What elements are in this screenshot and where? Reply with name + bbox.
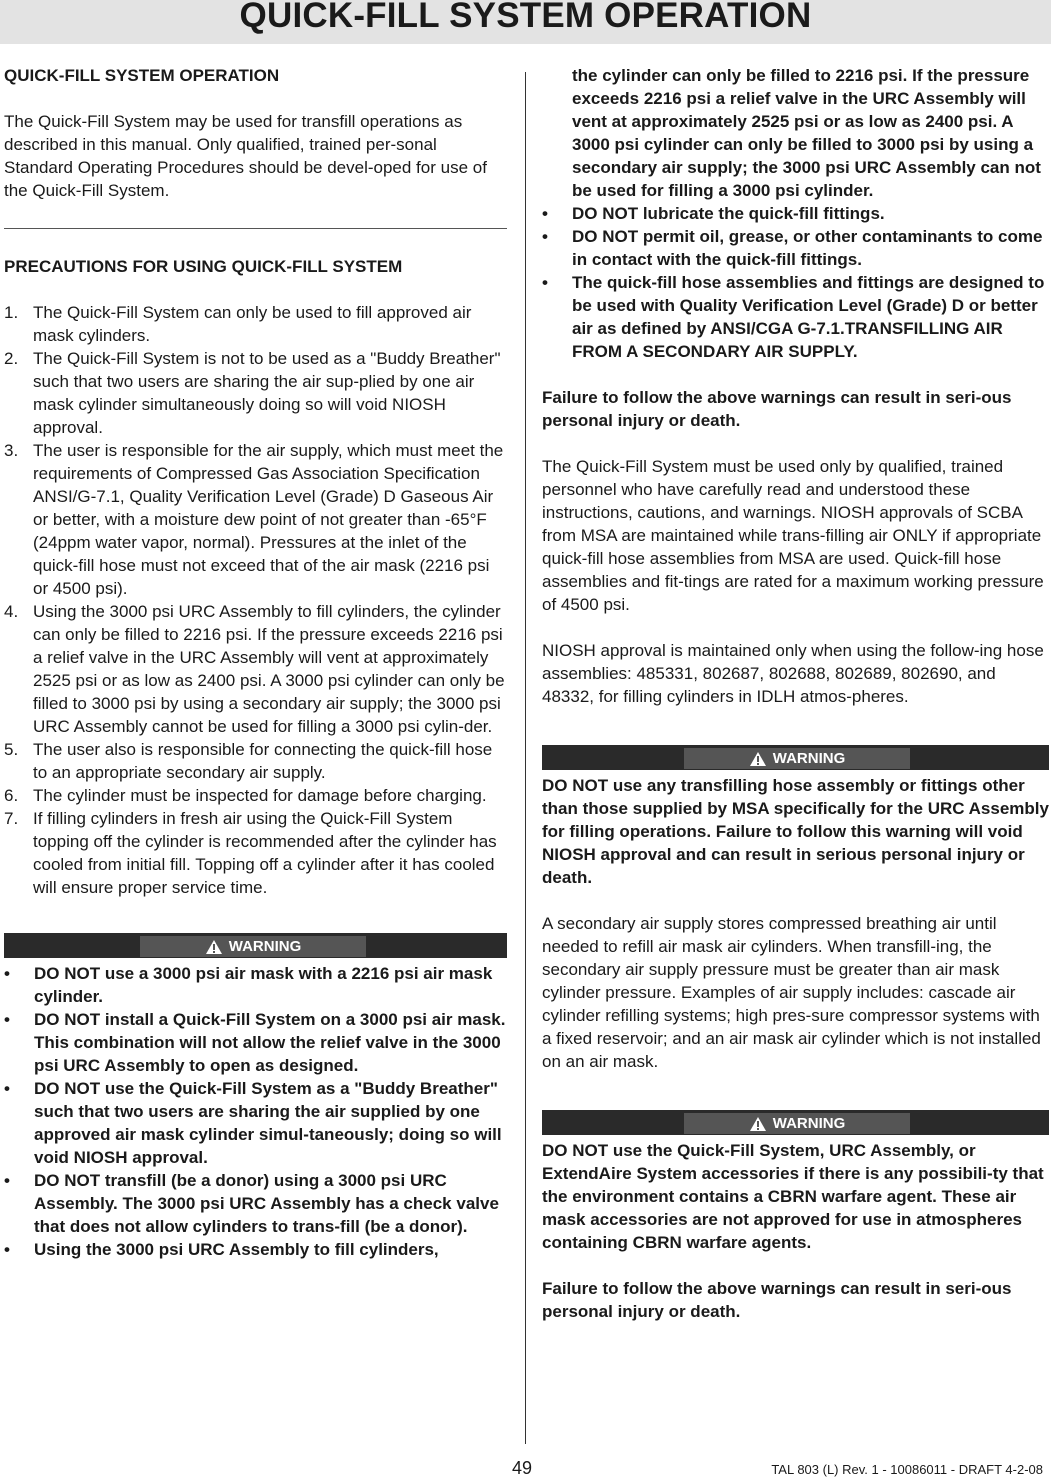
warning-label: WARNING bbox=[228, 938, 302, 955]
item-text: The quick-fill hose assemblies and fittings are designed to be used with Quality Verification Level (Grade) D or better air as defined by ANSI/CGA G-7.1.TRANSFILLING AIR FROM A SECONDARY AIR SUPPLY. bbox=[572, 273, 1045, 361]
item-text: DO NOT transfill (be a donor) using a 3000 psi URC Assembly. The 3000 psi URC Assembly has a check valve that does not allow cylinders to trans-fill (be a donor). bbox=[34, 1171, 499, 1236]
warning-banner bbox=[542, 745, 1049, 770]
item-text: DO NOT install a Quick-Fill System on a 3000 psi air mask. This combination will not allow the relief valve in the 3000 psi URC Assembly to open as designed. bbox=[34, 1010, 506, 1075]
item-text: The Quick-Fill System is not to be used as a "Buddy Breather" such that two users are sharing the air sup-plied by one air mask cylinder simultaneously doing so will void NIOSH approval. bbox=[33, 349, 501, 437]
failure-warning: Failure to follow the above warnings can result in seri-ous personal injury or death. bbox=[542, 1279, 1012, 1321]
list-item: • DO NOT permit oil, grease, or other contaminants to come in contact with the quick-fill fittings. bbox=[542, 227, 1043, 269]
warning-list-continued bbox=[542, 64, 1049, 363]
list-item: • DO NOT use the Quick-Fill System as a "Buddy Breather" such that two users are sharing the air supplied by one approved air mask cylinder simul-taneously; doing so will void NIOSH approval. bbox=[4, 1079, 502, 1167]
item-text: The cylinder must be inspected for damage before charging. bbox=[33, 786, 487, 805]
warning-banner bbox=[542, 1110, 1049, 1135]
document-reference: TAL 803 (L) Rev. 1 - 10086011 - DRAFT 4-2-08 bbox=[771, 1462, 1043, 1477]
warning-label: WARNING bbox=[772, 1115, 846, 1132]
list-item bbox=[542, 64, 1049, 202]
list-item bbox=[4, 347, 507, 439]
failure-warning: Failure to follow the above warnings can result in seri-ous personal injury or death. bbox=[542, 388, 1012, 430]
warning-label: WARNING bbox=[772, 750, 846, 767]
list-item: • DO NOT lubricate the quick-fill fittings. bbox=[542, 204, 885, 223]
section-heading: QUICK-FILL SYSTEM OPERATION bbox=[4, 66, 280, 85]
item-number: 2. bbox=[4, 349, 19, 368]
list-item: • The quick-fill hose assemblies and fittings are designed to be used with Quality Verification Level (Grade) D or better air as defined by ANSI/CGA G-7.1.TRANSFILLING AIR FROM A SECONDARY AIR SUPPLY. bbox=[542, 273, 1045, 361]
item-number: 6. bbox=[4, 786, 19, 805]
cbrn-warning-text: DO NOT use the Quick-Fill System, URC Assembly, or ExtendAire System accessories if there is any possibili-ty that the environment contains a CBRN warfare agent. These air mask accessories are not approved for use in atmospheres containing CBRN warfare agents. bbox=[542, 1141, 1044, 1252]
banner-title: QUICK-FILL SYSTEM OPERATION bbox=[239, 0, 812, 35]
item-text: DO NOT lubricate the quick-fill fittings. bbox=[572, 204, 885, 223]
list-item bbox=[4, 807, 507, 899]
intro-paragraph: The Quick-Fill System may be used for transfill operations as described in this manual. Only qualified, trained per-sonal Standard Operating Procedures should be devel-oped for use of the Quick-Fill System. bbox=[4, 112, 487, 200]
precautions-heading: PRECAUTIONS FOR USING QUICK-FILL SYSTEM bbox=[4, 257, 403, 276]
list-item bbox=[4, 738, 507, 784]
item-number: 3. bbox=[4, 441, 19, 460]
list-item: • DO NOT transfill (be a donor) using a 3000 psi URC Assembly. The 3000 psi URC Assembly has a check valve that does not allow cylinders to trans-fill (be a donor). bbox=[4, 1171, 499, 1236]
qualified-personnel-paragraph: The Quick-Fill System must be used only by qualified, trained personnel who have carefully read and understood these instructions, cautions, and warnings. NIOSH approvals of SCBA from MSA are maintained while trans-filling air ONLY if appropriate quick-fill hose assemblies from MSA are used. Quick-fill hose assemblies and fit-tings are rated for a maximum working pressure of 4500 psi. bbox=[542, 457, 1044, 614]
list-item: • DO NOT use a 3000 psi air mask with a 2216 psi air mask cylinder. bbox=[4, 964, 493, 1006]
item-number: 4. bbox=[4, 602, 19, 621]
item-number: 7. bbox=[4, 809, 19, 828]
warning-badge bbox=[140, 936, 366, 957]
item-text: DO NOT use the Quick-Fill System as a "Buddy Breather" such that two users are sharing the air supplied by one approved air mask cylinder simul-taneously; doing so will void NIOSH approval. bbox=[34, 1079, 502, 1167]
warning-list bbox=[4, 962, 507, 1261]
transfilling-warning-text: DO NOT use any transfilling hose assembly or fittings other than those supplied by MSA specifically for the URC Assembly for filling operations. Failure to follow this warning will void NIOSH approval and can result in serious personal injury or death. bbox=[542, 776, 1049, 887]
warning-triangle-icon bbox=[205, 939, 223, 955]
item-number: 5. bbox=[4, 740, 19, 759]
list-item bbox=[4, 439, 507, 600]
item-text: Using the 3000 psi URC Assembly to fill cylinders, bbox=[34, 1240, 439, 1259]
list-item bbox=[4, 301, 507, 347]
list-item bbox=[4, 784, 507, 807]
niosh-approval-paragraph: NIOSH approval is maintained only when using the follow-ing hose assemblies: 485331, 802687, 802688, 802689, 802690, and 48332, for filling cylinders in IDLH atmos-pheres. bbox=[542, 641, 1044, 706]
item-text: The user is responsible for the air supply, which must meet the requirements of Compressed Gas Association Specification ANSI/G-7.1, Quality Verification Level (Grade) D Gaseous Air or better, with a moisture dew point of not greater than -65°F (24ppm water vapor, normal). Pressures at the inlet of the quick-fill hose must not exceed that of the air mask (2216 psi or 4500 psi). bbox=[33, 441, 504, 598]
warning-banner bbox=[4, 933, 507, 958]
item-text: The user also is responsible for connecting the quick-fill hose to an appropriate secondary air supply. bbox=[33, 740, 493, 782]
left-column bbox=[4, 64, 507, 1261]
item-text: If filling cylinders in fresh air using the Quick-Fill System topping off the cylinder is recommended after the cylinder has cooled from initial fill. Topping off a cylinder after it has cooled will ensure proper service time. bbox=[33, 809, 497, 897]
item-number: 1. bbox=[4, 303, 19, 322]
item-text: DO NOT permit oil, grease, or other contaminants to come in contact with the quick-fill fittings. bbox=[572, 227, 1043, 269]
column-divider bbox=[525, 72, 526, 1444]
warning-triangle-icon bbox=[749, 751, 767, 767]
item-text: DO NOT use a 3000 psi air mask with a 2216 psi air mask cylinder. bbox=[34, 964, 493, 1006]
list-item: • DO NOT install a Quick-Fill System on a 3000 psi air mask. This combination will not allow the relief valve in the 3000 psi URC Assembly to open as designed. bbox=[4, 1010, 506, 1075]
list-item: • Using the 3000 psi URC Assembly to fill cylinders, bbox=[4, 1240, 439, 1259]
warning-badge bbox=[684, 1113, 910, 1134]
warning-badge bbox=[684, 748, 910, 769]
secondary-air-paragraph: A secondary air supply stores compressed breathing air until needed to refill air mask air cylinders. When transfill-ing, the secondary air supply pressure must be greater than air mask cylinder pressure. Examples of air supply includes: cascade air cylinder refilling systems; high pres-sure compressor systems with a fixed reservoir; and an air mask air cylinder which is not installed on an air mask. bbox=[542, 914, 1041, 1071]
page-banner bbox=[0, 0, 1051, 44]
list-item bbox=[4, 600, 507, 738]
precautions-list bbox=[4, 301, 507, 899]
right-column bbox=[542, 64, 1049, 1323]
item-text: the cylinder can only be filled to 2216 psi. If the pressure exceeds 2216 psi a relief valve in the URC Assembly will vent at approximately 2525 psi or as low as 2400 psi. A 3000 psi cylinder can only be filled to 3000 psi by using a secondary air supply; the 3000 psi URC Assembly can not be used for filling a 3000 psi cylinder. bbox=[572, 66, 1041, 200]
warning-triangle-icon bbox=[749, 1116, 767, 1132]
page-number: 49 bbox=[512, 1458, 533, 1478]
item-text: Using the 3000 psi URC Assembly to fill cylinders, the cylinder can only be filled to 2216 psi. If the pressure exceeds 2216 psi a relief valve in the URC Assembly will vent at approximately 2525 psi or as low as 2400 psi. A 3000 psi cylinder can only be filled to 3000 psi by using a secondary air supply; the 3000 psi URC Assembly cannot be used for filling a 3000 psi cylin-der. bbox=[33, 602, 505, 736]
item-text: The Quick-Fill System can only be used to fill approved air mask cylinders. bbox=[33, 303, 472, 345]
